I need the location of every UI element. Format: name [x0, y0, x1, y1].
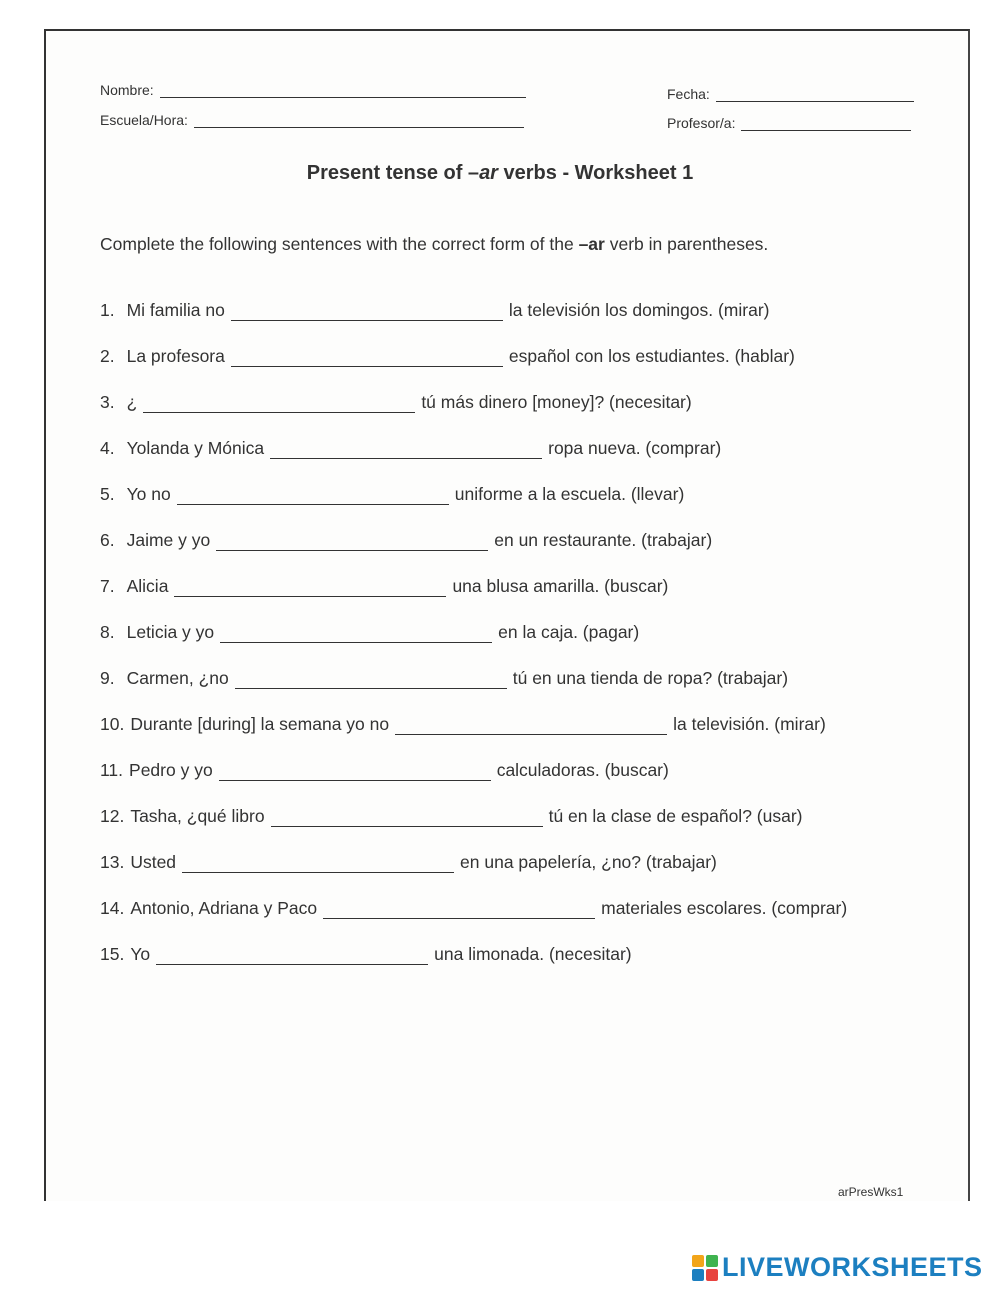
question-row: [100, 760, 669, 781]
question-text-before: ¿: [126, 392, 138, 412]
question-row: [100, 346, 795, 367]
question-text-after: la televisión. (mirar): [673, 714, 826, 734]
question-text-after: español con los estudiantes. (hablar): [508, 346, 795, 366]
question-text-after: en una papelería, ¿no? (trabajar): [460, 852, 717, 872]
answer-blank[interactable]: [323, 902, 595, 919]
title-italic: ar: [479, 162, 498, 184]
question-number: 1.: [100, 300, 115, 320]
question-text-before: Carmen, ¿no: [126, 668, 229, 688]
answer-blank[interactable]: [235, 672, 507, 689]
question-row: [100, 898, 847, 919]
footer-code: arPresWks1: [838, 1185, 904, 1199]
question-text-before: Pedro y yo: [129, 760, 213, 780]
question-row: [100, 438, 721, 459]
question-text-before: Yo: [130, 944, 151, 964]
question-row: [100, 944, 632, 965]
answer-blank[interactable]: [216, 534, 488, 551]
question-text-before: Usted: [130, 852, 177, 872]
worksheet-title: [0, 162, 1000, 185]
question-number: 4.: [100, 438, 115, 458]
escuela-label: Escuela/Hora:: [100, 112, 188, 128]
profesor-input-line[interactable]: [741, 116, 911, 131]
question-text-after: tú más dinero [money]? (necesitar): [421, 392, 692, 412]
nombre-field: [100, 82, 526, 98]
fecha-input-line[interactable]: [716, 87, 914, 102]
question-number: 3.: [100, 392, 115, 412]
question-text-before: Mi familia no: [126, 300, 225, 320]
question-text-before: Jaime y yo: [126, 530, 211, 550]
question-row: [100, 300, 770, 321]
answer-blank[interactable]: [395, 718, 667, 735]
question-row: [100, 576, 668, 597]
question-text-after: una limonada. (necesitar): [434, 944, 632, 964]
question-row: [100, 668, 788, 689]
answer-blank[interactable]: [182, 856, 454, 873]
question-text-before: La profesora: [126, 346, 225, 366]
answer-blank[interactable]: [177, 488, 449, 505]
liveworksheets-brand: [692, 1252, 983, 1283]
question-row: [100, 852, 717, 873]
question-number: 8.: [100, 622, 115, 642]
answer-blank[interactable]: [156, 948, 428, 965]
question-text-before: Yo no: [126, 484, 171, 504]
title-prefix: Present tense of –: [306, 162, 480, 184]
instructions-text: Complete the following sentences with the correct form of the: [100, 234, 579, 254]
question-text-before: Yolanda y Mónica: [126, 438, 265, 458]
question-row: [100, 392, 692, 413]
question-number: 9.: [100, 668, 115, 688]
nombre-input-line[interactable]: [160, 83, 526, 98]
question-number: 6.: [100, 530, 115, 550]
answer-blank[interactable]: [231, 304, 503, 321]
fecha-label: Fecha:: [667, 86, 710, 102]
question-text-after: en la caja. (pagar): [498, 622, 640, 642]
instructions: [100, 234, 768, 255]
question-text-after: la televisión los domingos. (mirar): [508, 300, 770, 320]
title-suffix: verbs - Worksheet 1: [497, 162, 694, 184]
question-text-after: materiales escolares. (comprar): [601, 898, 848, 918]
question-row: [100, 714, 826, 735]
instructions-bold: –ar: [578, 234, 605, 254]
answer-blank[interactable]: [271, 810, 543, 827]
profesor-label: Profesor/a:: [667, 115, 736, 131]
question-text-after: una blusa amarilla. (buscar): [452, 576, 669, 596]
answer-blank[interactable]: [174, 580, 446, 597]
answer-blank[interactable]: [231, 350, 503, 367]
answer-blank[interactable]: [220, 626, 492, 643]
worksheet-page: [44, 29, 970, 1201]
nombre-label: Nombre:: [100, 82, 154, 98]
question-number: 5.: [100, 484, 115, 504]
question-number: 14.: [100, 898, 125, 918]
profesor-field: [667, 115, 911, 131]
question-text-before: Durante [during] la semana yo no: [130, 714, 390, 734]
logo-square: [692, 1255, 704, 1267]
instructions-end: verb in parentheses.: [604, 234, 769, 254]
question-number: 13.: [100, 852, 125, 872]
answer-blank[interactable]: [270, 442, 542, 459]
question-row: [100, 622, 639, 643]
question-text-before: Alicia: [126, 576, 169, 596]
question-text-after: tú en una tienda de ropa? (trabajar): [512, 668, 789, 688]
logo-square: [706, 1269, 718, 1281]
escuela-input-line[interactable]: [194, 113, 524, 128]
question-number: 7.: [100, 576, 115, 596]
liveworksheets-logo-icon: [692, 1255, 718, 1281]
question-text-before: Antonio, Adriana y Paco: [130, 898, 318, 918]
question-text-after: uniforme a la escuela. (llevar): [454, 484, 685, 504]
answer-blank[interactable]: [219, 764, 491, 781]
question-text-before: Leticia y yo: [126, 622, 215, 642]
question-number: 11.: [100, 760, 124, 780]
question-number: 2.: [100, 346, 115, 366]
question-number: 15.: [100, 944, 125, 964]
question-number: 12.: [100, 806, 125, 826]
brand-text: LIVEWORKSHEETS: [722, 1252, 983, 1282]
question-text-after: calculadoras. (buscar): [496, 760, 669, 780]
escuela-field: [100, 112, 524, 128]
question-number: 10.: [100, 714, 125, 734]
question-row: [100, 484, 684, 505]
fecha-field: [667, 86, 914, 102]
question-text-after: ropa nueva. (comprar): [548, 438, 722, 458]
question-text-before: Tasha, ¿qué libro: [130, 806, 265, 826]
logo-square: [692, 1269, 704, 1281]
answer-blank[interactable]: [143, 396, 415, 413]
logo-square: [706, 1255, 718, 1267]
question-row: [100, 530, 712, 551]
question-text-after: en un restaurante. (trabajar): [494, 530, 713, 550]
question-row: [100, 806, 802, 827]
question-text-after: tú en la clase de español? (usar): [548, 806, 803, 826]
